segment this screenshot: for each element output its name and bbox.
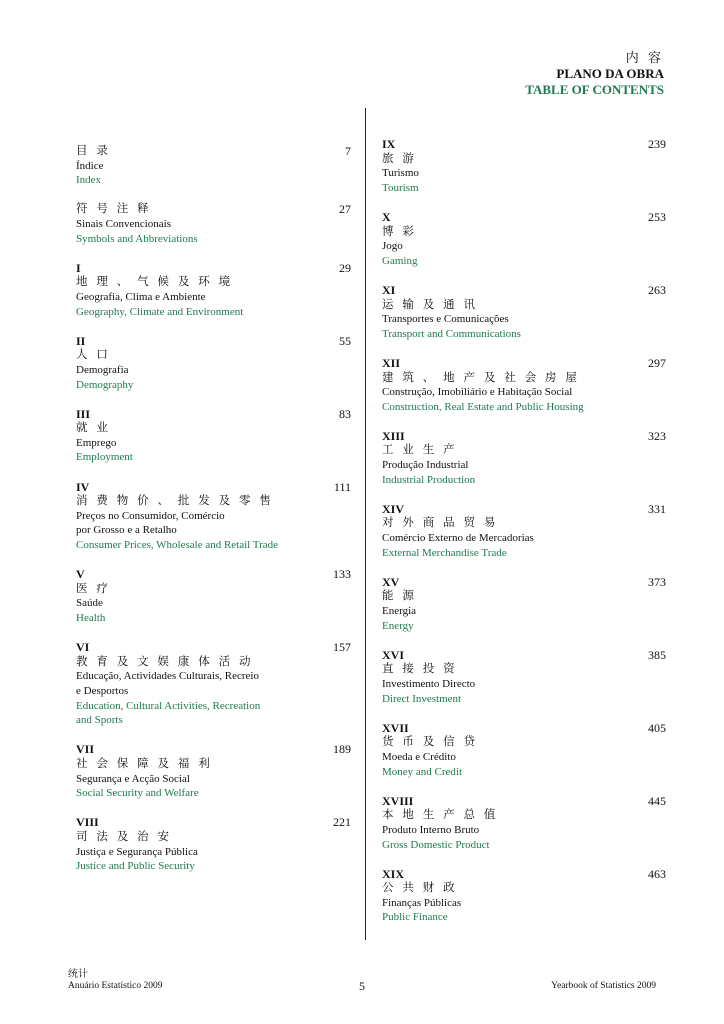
page-number: 445 <box>648 793 666 808</box>
page-number: 239 <box>648 137 666 151</box>
page-number: 27 <box>339 202 351 217</box>
footer-title-en: Yearbook of Statistics 2009 <box>551 981 656 991</box>
page-number: 253 <box>648 209 666 224</box>
chapter-number: IX <box>382 137 396 151</box>
page-number: 189 <box>333 742 351 757</box>
title-en: Geography, Climate and Environment <box>76 305 244 318</box>
title-zh: 就 业 <box>76 422 111 435</box>
title-en: Gross Domestic Product <box>382 838 490 851</box>
toc-entry <box>76 261 351 319</box>
page-number: 385 <box>648 647 666 662</box>
page-number: 29 <box>339 260 351 275</box>
page-number: 331 <box>648 501 666 516</box>
header-title-pt: PLANO DA OBRA <box>556 66 664 81</box>
title-en: Health <box>76 612 106 624</box>
title-pt: Produto Interno Bruto <box>382 823 480 836</box>
toc-entry <box>76 480 351 553</box>
contents-column-left <box>76 144 351 888</box>
toc-entry <box>382 137 666 195</box>
chapter-number: VIII <box>76 815 99 830</box>
title-zh: 符 号 注 释 <box>76 203 152 216</box>
page-footer <box>68 969 656 992</box>
title-en: Transport and Communications <box>382 327 521 340</box>
title-zh: 对 外 商 品 贸 易 <box>382 517 499 530</box>
title-pt: Índice <box>76 159 104 172</box>
title-zh: 能 源 <box>382 590 417 603</box>
title-zh: 货 币 及 信 贷 <box>382 736 478 749</box>
header-title-en: TABLE OF CONTENTS <box>525 82 664 97</box>
title-zh: 本 地 生 产 总 值 <box>382 809 499 822</box>
toc-entry <box>76 742 351 800</box>
title-pt: por Grosso e a Retalho <box>76 524 177 537</box>
toc-entry <box>382 575 666 633</box>
page-number: 83 <box>339 406 351 421</box>
title-pt: Saúde <box>76 597 103 610</box>
toc-entry <box>382 867 666 925</box>
title-zh: 社 会 保 障 及 福 利 <box>76 757 213 770</box>
page-number: 297 <box>648 355 666 370</box>
title-en: Energy <box>382 619 414 632</box>
chapter-number: III <box>76 406 91 421</box>
toc-entry <box>76 567 351 625</box>
title-en: Education, Cultural Activities, Recreation <box>76 699 261 712</box>
column-divider <box>365 108 366 940</box>
title-en: Social Security and Welfare <box>76 787 199 800</box>
page-number: 463 <box>648 866 666 881</box>
chapter-number: XIV <box>382 501 405 516</box>
toc-entry <box>382 429 666 487</box>
title-zh: 博 彩 <box>382 225 417 238</box>
title-zh: 目 录 <box>76 145 111 157</box>
toc-entry <box>76 202 351 246</box>
title-zh: 地 理 、 气 候 及 环 境 <box>76 276 234 289</box>
title-en: Index <box>76 174 102 187</box>
title-pt: Segurança e Acção Social <box>76 772 190 785</box>
page-number: 221 <box>333 815 351 830</box>
chapter-number: XVII <box>382 720 409 735</box>
page-number: 55 <box>339 333 351 348</box>
header-title-zh: 内 容 <box>625 50 664 65</box>
chapter-number: XV <box>382 574 400 589</box>
toc-entry <box>382 794 666 852</box>
title-zh: 公 共 财 政 <box>382 882 458 895</box>
title-zh: 直 接 投 资 <box>382 663 458 676</box>
page-number: 323 <box>648 428 666 443</box>
page-number: 157 <box>333 640 351 655</box>
title-zh: 运 输 及 通 讯 <box>382 298 478 311</box>
page-number: 405 <box>648 720 666 735</box>
toc-entry <box>382 210 666 268</box>
title-pt: e Desportos <box>76 684 129 697</box>
chapter-number: XI <box>382 282 396 297</box>
toc-entry <box>382 283 666 341</box>
title-en: Tourism <box>382 181 419 194</box>
title-pt: Turismo <box>382 167 419 180</box>
title-pt: Finanças Públicas <box>382 896 462 909</box>
title-en: Demography <box>76 378 134 391</box>
toc-entry <box>76 407 351 465</box>
title-en: Construction, Real Estate and Public Housing <box>382 400 584 413</box>
title-en: Justice and Public Security <box>76 860 195 873</box>
title-en: Public Finance <box>382 911 448 924</box>
title-pt: Comércio Externo de Mercadorias <box>382 532 534 545</box>
title-en: External Merchandise Trade <box>382 546 507 559</box>
title-zh: 医 疗 <box>76 582 111 595</box>
chapter-number: VI <box>76 640 90 655</box>
toc-entry <box>382 648 666 706</box>
title-en: Industrial Production <box>382 473 476 486</box>
title-pt: Justiça e Segurança Pública <box>76 845 198 858</box>
page-number: 111 <box>333 479 351 494</box>
title-en: Employment <box>76 451 133 464</box>
title-zh: 教 育 及 文 娱 康 体 活 动 <box>76 655 254 668</box>
chapter-number: XIX <box>382 866 405 881</box>
toc-entry <box>76 334 351 392</box>
chapter-number: VII <box>76 742 95 757</box>
toc-entry <box>382 356 666 414</box>
title-zh: 旅 游 <box>382 152 417 165</box>
title-pt: Moeda e Crédito <box>382 750 456 763</box>
title-pt: Preços no Consumidor, Comércio <box>76 509 225 522</box>
chapter-number: XVIII <box>382 793 414 808</box>
page-header <box>525 50 664 98</box>
page-number: 263 <box>648 282 666 297</box>
contents-column-right <box>382 137 666 940</box>
toc-entry <box>382 721 666 779</box>
chapter-number: XVI <box>382 647 405 662</box>
toc-entry <box>382 502 666 560</box>
title-zh: 司 法 及 治 安 <box>76 830 172 843</box>
title-zh: 工 业 生 产 <box>382 444 458 457</box>
chapter-number: XIII <box>382 428 405 443</box>
title-en: Symbols and Abbreviations <box>76 232 198 245</box>
title-zh: 消 费 物 价 、 批 发 及 零 售 <box>76 495 274 508</box>
title-pt: Educação, Actividades Culturais, Recreio <box>76 670 259 683</box>
title-pt: Investimento Directo <box>382 677 476 690</box>
footer-title-pt: Anuário Estatístico 2009 <box>68 981 163 991</box>
title-zh: 人 口 <box>76 349 111 362</box>
title-pt: Jogo <box>382 240 403 253</box>
page-number: 133 <box>333 567 351 582</box>
footer-title-zh: 统计 <box>68 969 88 980</box>
title-en: Consumer Prices, Wholesale and Retail Trade <box>76 539 279 552</box>
toc-entry <box>76 144 351 188</box>
title-pt: Emprego <box>76 436 117 449</box>
toc-entry <box>76 640 351 728</box>
title-pt: Produção Industrial <box>382 459 469 472</box>
chapter-number: I <box>76 260 81 275</box>
title-pt: Construção, Imobiliário e Habitação Social <box>382 386 573 399</box>
chapter-number: XII <box>382 355 401 370</box>
title-en: and Sports <box>76 714 123 727</box>
toc-entry <box>76 815 351 873</box>
title-en: Gaming <box>382 254 418 267</box>
chapter-number: IV <box>76 479 90 494</box>
page-number: 7 <box>345 144 351 158</box>
title-pt: Geografia, Clima e Ambiente <box>76 290 206 303</box>
title-en: Money and Credit <box>382 765 463 778</box>
page-number: 373 <box>648 574 666 589</box>
footer-page-number: 5 <box>359 979 365 993</box>
title-zh: 建 筑 、 地 产 及 社 会 房 屋 <box>382 371 580 384</box>
chapter-number: X <box>382 209 391 224</box>
title-en: Direct Investment <box>382 692 462 705</box>
title-pt: Sinais Convencionais <box>76 217 172 230</box>
title-pt: Transportes e Comunicações <box>382 313 509 326</box>
chapter-number: V <box>76 567 85 582</box>
chapter-number: II <box>76 333 86 348</box>
title-pt: Demografia <box>76 363 129 376</box>
title-pt: Energia <box>382 605 417 617</box>
